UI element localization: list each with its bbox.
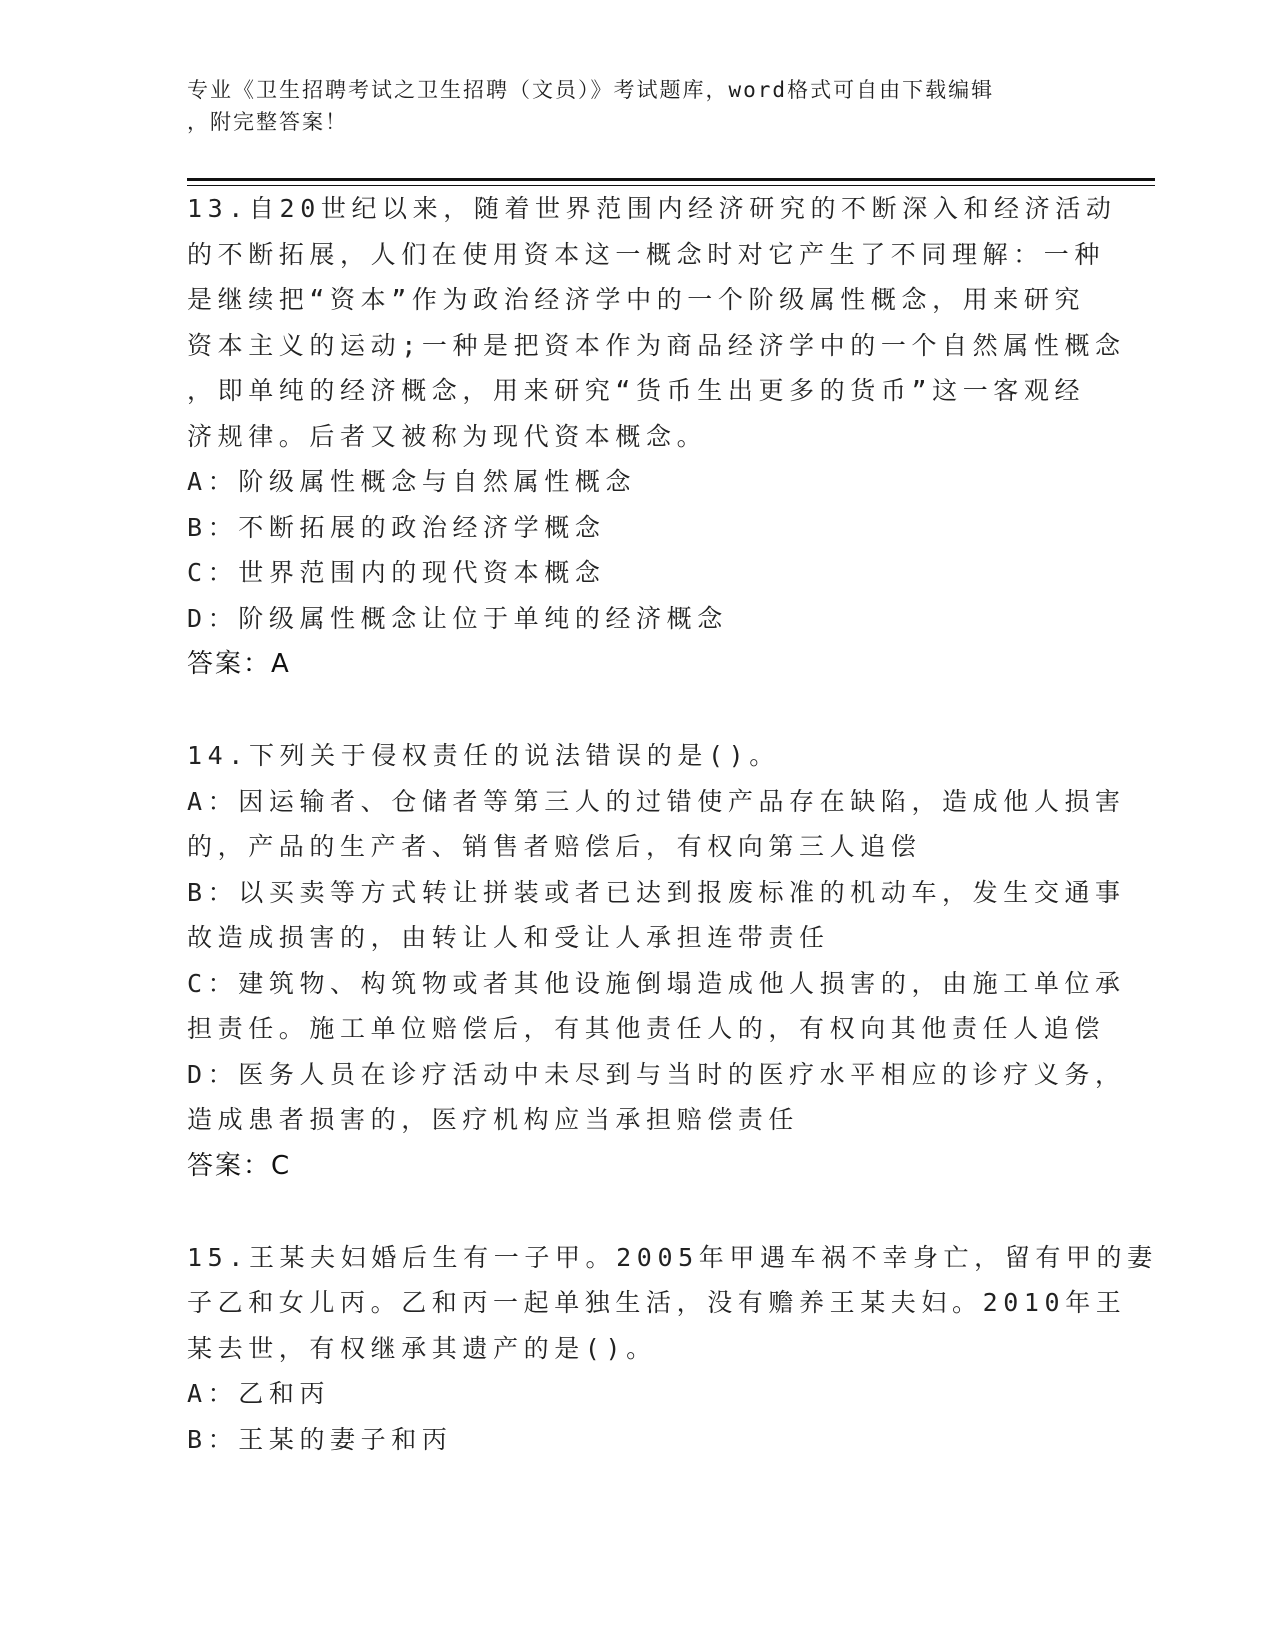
option-line: 故造成损害的，由转让人和受让人承担连带责任 <box>187 923 830 952</box>
option-line: C：世界范围内的现代资本概念 <box>187 558 606 587</box>
option-line: A：乙和丙 <box>187 1379 331 1408</box>
question-stem-line: 15.王某夫妇婚后生有一子甲。2005年甲遇车祸不幸身亡，留有甲的妻 <box>187 1242 1158 1272</box>
question-stem-line: 济规律。后者又被称为现代资本概念。 <box>187 421 708 451</box>
question-stem-line: ，即单纯的经济概念，用来研究“货币生出更多的货币”这一客观经 <box>187 376 1086 405</box>
question-block <box>187 1235 1158 1463</box>
question-list <box>187 186 1158 1508</box>
option-line: B：以买卖等方式转让拼装或者已达到报废标准的机动车，发生交通事 <box>187 877 1126 907</box>
header-line-2: ，附完整答案！ <box>187 110 348 134</box>
option-line: 担责任。施工单位赔偿后，有其他责任人的，有权向其他责任人追偿 <box>187 1014 1106 1043</box>
document-header <box>187 74 1067 138</box>
question-stem-line: 资本主义的运动;一种是把资本作为商品经济学中的一个自然属性概念 <box>187 330 1126 360</box>
option-line: B：王某的妻子和丙 <box>187 1424 453 1454</box>
option-line: 的，产品的生产者、销售者赔偿后，有权向第三人追偿 <box>187 832 922 861</box>
question-block <box>187 733 1126 1189</box>
question-stem-line: 13.自20世纪以来，随着世界范围内经济研究的不断深入和经济活动 <box>187 194 1117 223</box>
question-stem-line: 是继续把“资本”作为政治经济学中的一个阶级属性概念，用来研究 <box>187 285 1086 314</box>
question-stem-line: 子乙和女儿丙。乙和丙一起单独生活，没有赡养王某夫妇。2010年王 <box>187 1288 1127 1317</box>
option-line: A：因运输者、仓储者等第三人的过错使产品存在缺陷，造成他人损害 <box>187 786 1126 816</box>
option-line: C：建筑物、构筑物或者其他设施倒塌造成他人损害的，由施工单位承 <box>187 968 1126 998</box>
header-line-1: 专业《卫生招聘考试之卫生招聘（文员）》考试题库，word格式可自由下载编辑 <box>187 78 995 102</box>
question-stem-line: 14.下列关于侵权责任的说法错误的是()。 <box>187 741 780 770</box>
question-stem-line: 的不断拓展，人们在使用资本这一概念时对它产生了不同理解：一种 <box>187 239 1106 269</box>
option-line: 造成患者损害的，医疗机构应当承担赔偿责任 <box>187 1105 800 1134</box>
question-block <box>187 186 1126 687</box>
answer-label: 答案：A <box>187 649 291 679</box>
answer-label: 答案：C <box>187 1150 292 1181</box>
option-line: D：医务人员在诊疗活动中未尽到与当时的医疗水平相应的诊疗义务， <box>187 1059 1126 1089</box>
option-line: D：阶级属性概念让位于单纯的经济概念 <box>187 603 728 633</box>
question-stem-line: 某去世，有权继承其遗产的是()。 <box>187 1333 657 1363</box>
option-line: B：不断拓展的政治经济学概念 <box>187 512 606 542</box>
option-line: A：阶级属性概念与自然属性概念 <box>187 467 637 496</box>
header-divider-thick <box>187 178 1155 181</box>
